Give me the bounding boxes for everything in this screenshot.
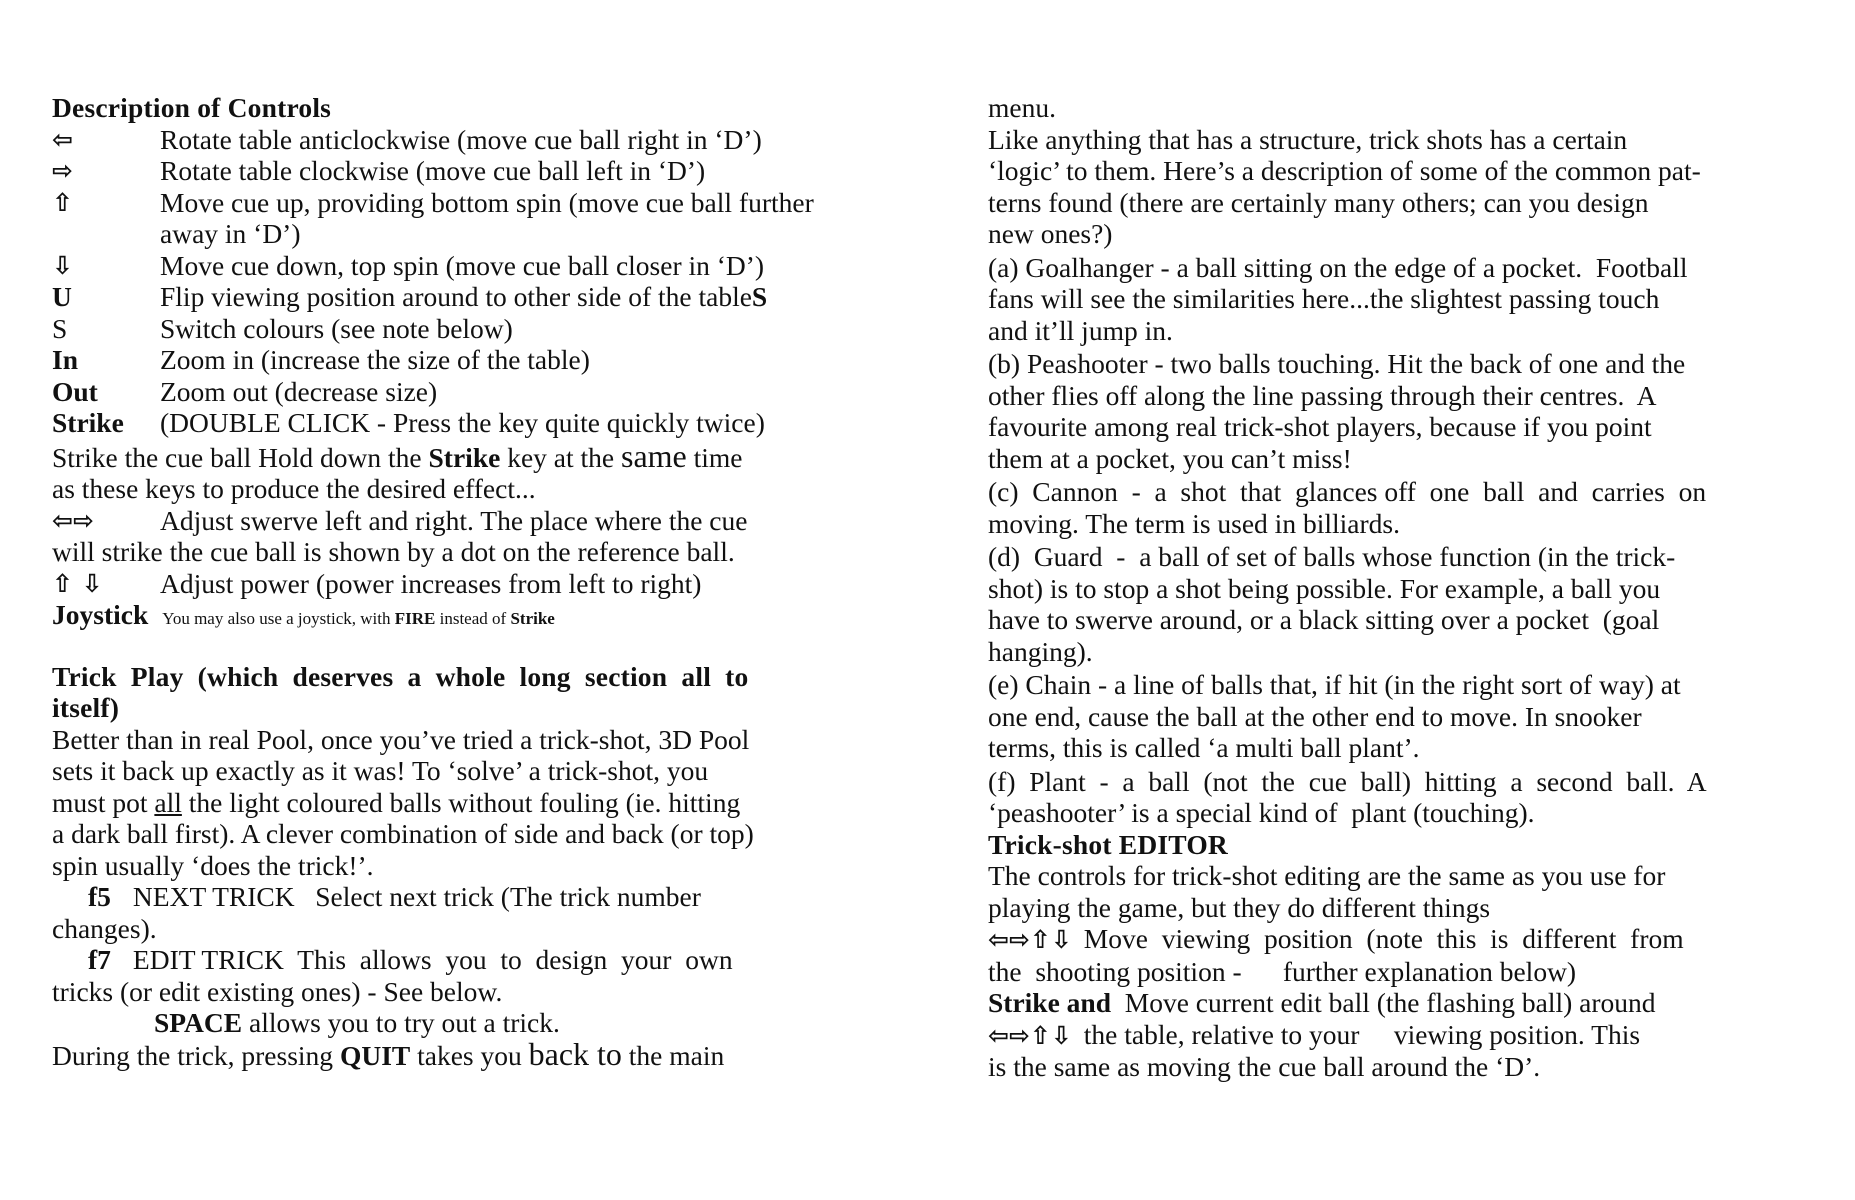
strike-instruction-text: time — [686, 441, 743, 473]
pattern-line: terms, this is called ‘a multi ball plant’. — [988, 732, 1420, 763]
control-description-text: (DOUBLE CLICK - Press the key quite quickly twice) — [160, 407, 765, 438]
trick-paragraph-text: must pot — [52, 786, 155, 818]
trick-play-heading: Trick Play (which deserves a whole long section all to — [52, 660, 749, 692]
space-description: allows you to try out a trick. — [242, 1007, 560, 1038]
pattern-line: and it’ll jump in. — [988, 314, 1173, 346]
control-row — [52, 124, 862, 156]
pattern-line: hanging). — [988, 635, 1093, 667]
strike-key-label: Strike — [428, 441, 501, 473]
view-description-cont: the shooting position - further explanation below) — [988, 955, 1577, 987]
pattern-line: fans will see the similarities here...the slightest passing touch — [988, 283, 1660, 314]
pattern-line: (e) Chain - a line of balls that, if hit (in the right sort of way) at — [988, 669, 1681, 700]
pattern-line: favourite among real trick-shot players, because if you point — [988, 411, 1652, 442]
editor-paragraph-line: playing the game, but they do different things — [988, 891, 1491, 923]
joystick-control — [52, 599, 862, 635]
control-row — [52, 313, 862, 345]
quit-key-label: QUIT — [339, 1039, 411, 1071]
space-key-label: SPACE — [154, 1007, 243, 1038]
down-arrow-icon: ⇩ — [52, 250, 73, 280]
control-key-label: U — [52, 281, 72, 312]
joystick-key-label: Joystick — [52, 599, 149, 630]
pattern-line: (d) Guard - a ball of set of balls whose function (in the trick- — [988, 541, 1676, 572]
pattern-line: (c) Cannon - a shot that glances off one ball and carries on — [988, 476, 1707, 507]
control-description-text: Move cue up, providing bottom spin (move cue ball further away in ‘D’) — [160, 186, 814, 249]
patterns-list — [988, 252, 1793, 829]
control-row — [52, 155, 862, 187]
quit-instruction-text: takes you — [410, 1039, 529, 1071]
f7-key-label: f7 — [88, 944, 111, 975]
editor-paragraph-line: The controls for trick-shot editing are the same as you use for — [988, 860, 1666, 891]
control-description-text: Flip viewing position around to other side of the table — [160, 281, 752, 312]
up-down-arrows-icon: ⇧ ⇩ — [52, 568, 103, 598]
joystick-description: You may also use a joystick, with — [162, 609, 395, 628]
control-description — [160, 407, 862, 439]
trick-paragraph-line: Better than in real Pool, once you’ve tried a trick-shot, 3D Pool — [52, 723, 750, 755]
up-arrow-icon: ⇧ — [52, 187, 73, 217]
control-description — [160, 344, 862, 376]
quit-instruction-text: the main — [621, 1039, 725, 1071]
power-description: Adjust power (power increases from left to right) — [160, 567, 702, 599]
last-line: is the same as moving the cue ball around the ‘D’. — [988, 1051, 1541, 1082]
right-column — [988, 92, 1793, 1083]
intro-line: Like anything that has a structure, trick shots has a certain — [988, 123, 1628, 155]
four-arrows-icon: ⇦⇨⇧⇩ — [988, 1020, 1072, 1050]
f7-control — [52, 944, 862, 976]
control-description — [160, 155, 862, 187]
left-arrow-icon: ⇦ — [52, 124, 73, 154]
strike-instruction-text: Strike the cue ball Hold down the — [52, 441, 429, 473]
control-description — [160, 124, 862, 156]
pattern-line: (f) Plant - a ball (not the cue ball) hitting a second ball. A — [988, 765, 1707, 797]
power-control — [52, 568, 862, 600]
view-control — [988, 923, 1793, 956]
pattern-line: one end, cause the ball at the other end to move. In snooker — [988, 700, 1642, 732]
control-description — [160, 281, 862, 313]
swerve-description-cont: will strike the cue ball is shown by a dot on the reference ball. — [52, 536, 735, 567]
control-row — [52, 250, 862, 282]
left-column — [52, 92, 862, 1071]
control-row — [52, 376, 862, 408]
pattern-line: shot) is to stop a shot being possible. For example, a ball you — [988, 572, 1661, 604]
pattern-line: (b) Peashooter - two balls touching. Hit the back of one and the — [988, 348, 1686, 379]
intro-line: ‘logic’ to them. Here’s a description of some of the common pat- — [988, 155, 1701, 186]
trick-play-heading-cont: itself) — [52, 692, 120, 723]
control-description-text: Rotate table anticlockwise (move cue ball right in ‘D’) — [160, 123, 762, 155]
left-right-arrows-icon: ⇦⇨ — [52, 505, 94, 535]
strike-instruction-text: key at the — [500, 441, 621, 473]
control-key-label: Strike — [52, 407, 124, 438]
control-description-text: Zoom out (decrease size) — [160, 375, 438, 407]
intro-line: terns found (there are certainly many others; can you design — [988, 186, 1649, 218]
fire-key-label: FIRE — [394, 609, 436, 628]
pattern-line: (a) Goalhanger - a ball sitting on the edge of a pocket. Football — [988, 251, 1688, 283]
pattern-item — [988, 766, 1793, 829]
trick-paragraph-line: spin usually ‘does the trick!’. — [52, 849, 374, 881]
trick-paragraph-text: the light coloured balls without fouling (ie. hitting — [181, 786, 741, 818]
control-description-text: Move cue down, top spin (move cue ball closer in ‘D’) — [160, 249, 765, 281]
strike-and-description: Move current edit ball (the flashing ball) around — [1111, 987, 1656, 1018]
strike-instruction-emphasis: same — [620, 437, 687, 474]
pattern-line: them at a pocket, you can’t miss! — [988, 442, 1352, 474]
trick-paragraph-line: sets it back up exactly as it was! To ‘solve’ a trick-shot, you — [52, 755, 709, 786]
strike-instruction-line-2: as these keys to produce the desired effect... — [52, 473, 536, 504]
f5-description-cont: changes). — [52, 912, 157, 944]
pattern-line: ‘peashooter’ is a special kind of plant (touching). — [988, 797, 1535, 828]
f5-control — [52, 881, 862, 913]
quit-instruction-emphasis: back to — [528, 1035, 622, 1072]
move-description: the table, relative to your viewing position. This — [1083, 1018, 1641, 1050]
control-row — [52, 407, 862, 439]
quit-instruction-text: During the trick, pressing — [52, 1039, 340, 1071]
swerve-control — [52, 505, 862, 537]
pattern-line: other flies off along the line passing through their centres. A — [988, 379, 1657, 411]
space-control — [52, 1007, 862, 1039]
pattern-line: have to swerve around, or a black sitting over a pocket (goal — [988, 604, 1660, 635]
control-description-text: Rotate table clockwise (move cue ball left in ‘D’) — [160, 155, 706, 186]
swerve-description: Adjust swerve left and right. The place where the cue — [160, 504, 748, 536]
right-arrow-icon: ⇨ — [52, 156, 73, 185]
pattern-item — [988, 252, 1793, 347]
f5-key-label: f5 — [88, 881, 111, 912]
trick-paragraph-line: a dark ball first). A clever combination of side and back (or top) — [52, 818, 754, 849]
trick-paragraph-emphasis: all — [154, 786, 182, 818]
pattern-item — [988, 669, 1793, 764]
four-arrows-icon: ⇦⇨⇧⇩ — [988, 925, 1072, 954]
control-row — [52, 187, 862, 250]
pattern-item — [988, 348, 1793, 474]
control-trailing-key: S — [751, 281, 768, 312]
control-row — [52, 344, 862, 376]
editor-heading: Trick-shot EDITOR — [988, 828, 1228, 860]
controls-list — [52, 124, 862, 439]
pattern-line: moving. The term is used in billiards. — [988, 507, 1400, 539]
control-description-text: Switch colours (see note below) — [160, 312, 513, 344]
menu-word: menu. — [988, 92, 1056, 123]
control-key-label: In — [52, 344, 78, 375]
pattern-item — [988, 541, 1793, 667]
control-row — [52, 281, 862, 313]
control-key-label: Out — [52, 375, 98, 407]
control-description — [160, 250, 862, 282]
control-description-text: Zoom in (increase the size of the table) — [160, 344, 590, 375]
control-key-label: S — [52, 312, 68, 344]
f7-description: EDIT TRICK This allows you to design your own — [132, 944, 733, 975]
intro-line: new ones?) — [988, 218, 1113, 249]
control-description — [160, 376, 862, 408]
joystick-description: instead of — [435, 609, 511, 628]
control-description — [160, 187, 862, 250]
strike-key-label: Strike — [510, 609, 555, 628]
control-description — [160, 313, 862, 345]
view-description: Move viewing position (note this is different from — [1083, 923, 1684, 954]
f5-description: NEXT TRICK Select next trick (The trick number — [132, 881, 701, 912]
strike-and-control — [988, 987, 1793, 1019]
pattern-item — [988, 476, 1793, 539]
strike-instruction-line — [52, 437, 862, 474]
trick-paragraph-line — [52, 787, 862, 819]
move-control — [988, 1019, 1793, 1052]
quit-instruction — [52, 1035, 862, 1072]
strike-and-key-label: Strike and — [988, 987, 1112, 1018]
f7-description-cont: tricks (or edit existing ones) - See below. — [52, 975, 503, 1007]
controls-heading: Description of Controls — [52, 92, 332, 123]
